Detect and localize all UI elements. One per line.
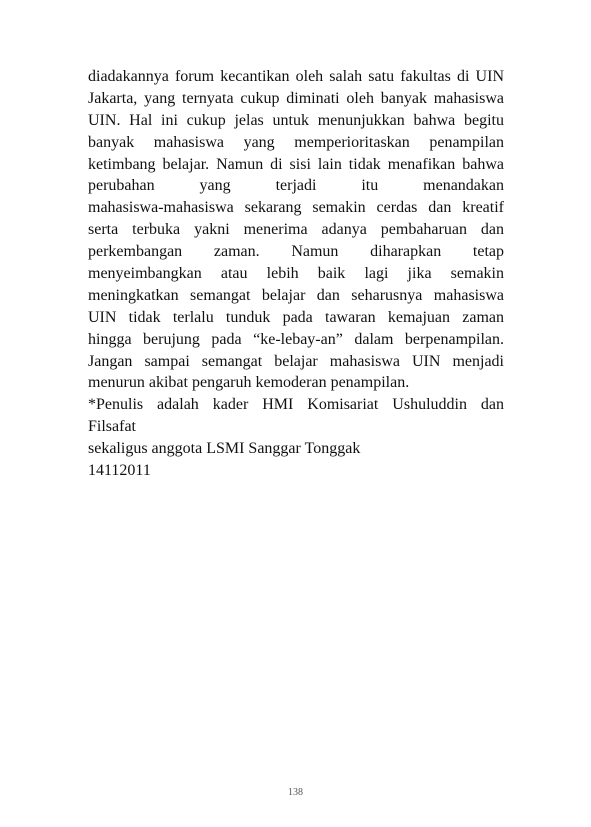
- author-note-line: sekaligus anggota LSMI Sanggar Tonggak: [88, 440, 361, 458]
- page-number: 138: [288, 787, 303, 798]
- paragraph-line: diadakannya forum kecantikan oleh salah satu fakultas di UIN: [88, 68, 504, 85]
- paragraph-line: meningkatkan semangat belajar dan seharusnya mahasiswa: [88, 286, 504, 304]
- paragraph-line: menyeimbangkan atau lebih baik lagi jika semakin: [88, 265, 504, 283]
- paragraph-line: banyak mahasiswa yang memperioritaskan penampilan: [88, 133, 504, 151]
- paragraph-line: ketimbang belajar. Namun di sisi lain tidak menafikan bahwa: [88, 155, 504, 173]
- body-text: [88, 66, 504, 482]
- paragraph-line: Jangan sampai semangat belajar mahasiswa UIN menjadi: [88, 352, 504, 370]
- paragraph-line: perkembangan zaman. Namun diharapkan tetap: [88, 243, 504, 261]
- paragraph-line: Jakarta, yang ternyata cukup diminati oleh banyak mahasiswa: [88, 89, 504, 107]
- paragraph-line: serta terbuka yakni menerima adanya pembaharuan dan: [88, 221, 504, 239]
- author-note-line: *Penulis adalah kader HMI Komisariat Ushuluddin dan: [88, 396, 504, 414]
- paragraph-line: UIN tidak terlalu tunduk pada tawaran kemajuan zaman: [88, 308, 504, 326]
- paragraph-line: menurun akibat pengaruh kemoderan penampilan.: [88, 374, 410, 392]
- paragraph-line: mahasiswa-mahasiswa sekarang semakin cerdas dan kreatif: [88, 199, 504, 217]
- author-note-line: Filsafat: [88, 418, 136, 436]
- paragraph-line: perubahan yang terjadi itu menandakan: [88, 177, 504, 195]
- paragraph-line: hingga berujung pada “ke-lebay-an” dalam berpenampilan.: [88, 330, 504, 348]
- author-note-date: 14112011: [88, 462, 151, 480]
- paragraph-line: UIN. Hal ini cukup jelas untuk menunjukkan bahwa begitu: [88, 111, 504, 129]
